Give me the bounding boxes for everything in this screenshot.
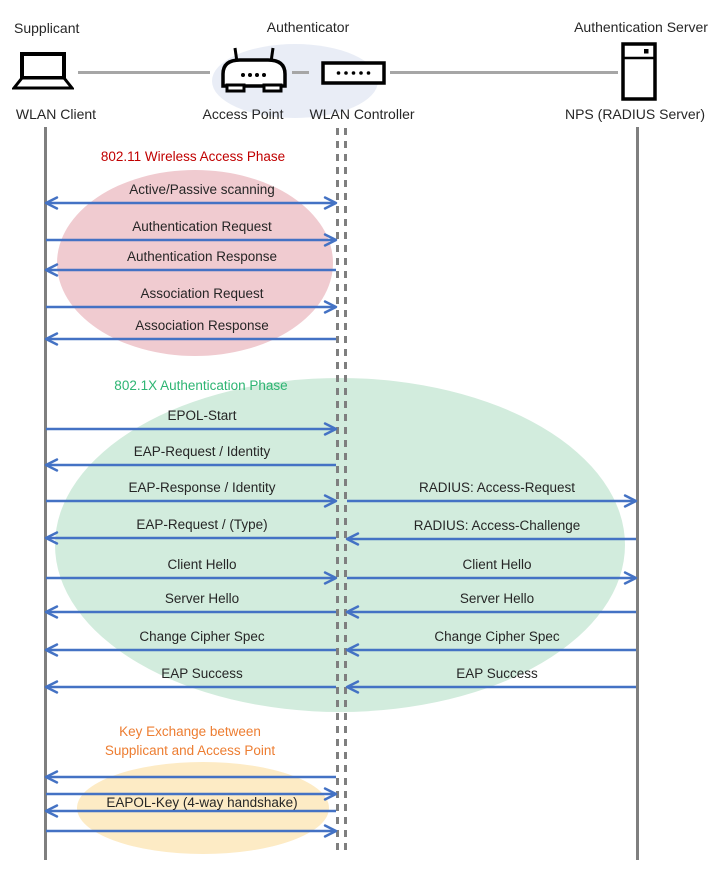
message-label: Server Hello <box>164 591 240 606</box>
wlan-controller-icon <box>321 61 386 85</box>
connector-ap-controller <box>292 71 309 74</box>
message-label: EPOL-Start <box>167 408 237 423</box>
message-label: EAP-Response / Identity <box>128 480 276 495</box>
phase-dot1x-ellipse <box>55 378 625 712</box>
phase-dot1x-title: 802.1X Authentication Phase <box>114 378 288 393</box>
controller-lifeline-1 <box>336 128 339 856</box>
authenticator-role-label: Authenticator <box>266 19 350 35</box>
controller-lifeline-2 <box>344 128 347 856</box>
phase-wireless-title: 802.11 Wireless Access Phase <box>100 149 286 164</box>
wlan-client-label: WLAN Client <box>15 106 97 122</box>
laptop-icon <box>12 51 74 91</box>
message-label: Server Hello <box>459 591 535 606</box>
message-label: EAP-Request / (Type) <box>136 517 268 532</box>
connector-client-ap <box>78 71 210 74</box>
phase-key-exchange-title <box>105 722 275 760</box>
message-label: Active/Passive scanning <box>129 182 275 197</box>
nps-server-label: NPS (RADIUS Server) <box>564 106 706 122</box>
phase-key-exchange-title-line2: Supplicant and Access Point <box>104 743 276 758</box>
message-label: Association Response <box>135 318 269 333</box>
supplicant-role-label: Supplicant <box>14 20 80 36</box>
wlan-client-lifeline <box>44 127 47 860</box>
message-label: EAPOL-Key (4-way handshake) <box>106 795 298 810</box>
message-label: EAP-Request / Identity <box>133 444 271 459</box>
message-label: Change Cipher Spec <box>434 629 560 644</box>
message-label: Authentication Request <box>132 219 272 234</box>
connector-controller-server <box>390 71 618 74</box>
server-icon <box>621 42 657 101</box>
nps-server-lifeline <box>636 127 639 860</box>
message-label: EAP Success <box>161 666 243 681</box>
message-label: Client Hello <box>167 557 237 572</box>
phase-key-exchange-ellipse <box>77 762 329 854</box>
phase-key-exchange-title-line1: Key Exchange between <box>119 724 261 739</box>
message-label: Change Cipher Spec <box>139 629 265 644</box>
message-label: RADIUS: Access-Challenge <box>413 518 581 533</box>
message-label: Client Hello <box>462 557 532 572</box>
server-role-label: Authentication Server <box>574 19 708 35</box>
access-point-label: Access Point <box>202 106 284 122</box>
message-label: EAP Success <box>456 666 538 681</box>
message-label: Association Request <box>140 286 264 301</box>
access-point-icon <box>220 46 288 94</box>
message-label: Authentication Response <box>126 249 278 264</box>
message-label: RADIUS: Access-Request <box>418 480 576 495</box>
wlan-controller-label: WLAN Controller <box>309 106 415 122</box>
phase-wireless-ellipse <box>57 170 333 356</box>
